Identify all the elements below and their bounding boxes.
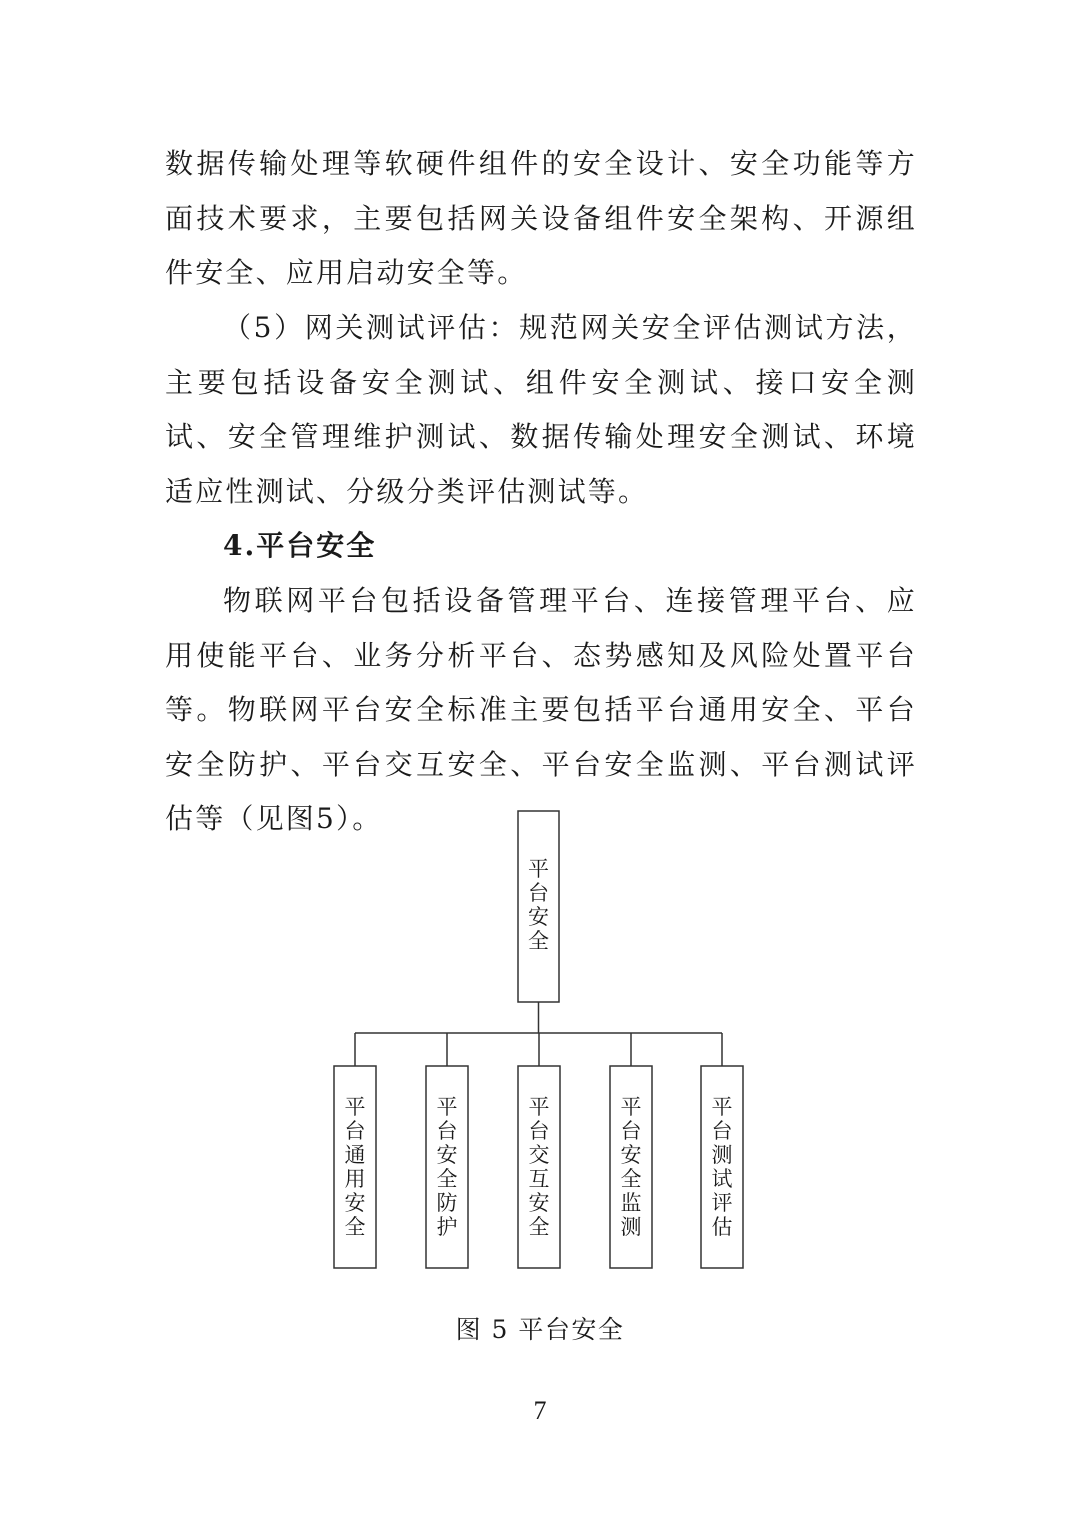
child-box	[701, 1066, 743, 1268]
child-label-char: 平	[528, 1095, 550, 1119]
child-label-char: 监	[620, 1191, 642, 1215]
child-label-char: 台	[344, 1119, 366, 1143]
child-label-char: 估	[711, 1215, 733, 1239]
child-label-char: 交	[528, 1143, 550, 1167]
child-label-char: 平	[344, 1095, 366, 1119]
child-label-char: 试	[711, 1167, 733, 1191]
child-box	[610, 1066, 652, 1268]
child-label-char: 评	[711, 1191, 733, 1215]
child-label-char: 全	[620, 1167, 642, 1191]
paragraph-platform-security: 物联网平台包括设备管理平台、连接管理平台、应用使能平台、业务分析平台、态势感知及风险处置平台等。物联网平台安全标准主要包括平台通用安全、平台安全防护、平台交互安全、平台安全监测、平台测试评估等（见图5）。	[165, 584, 917, 835]
child-label-char: 全	[344, 1215, 366, 1239]
child-label-char: 全	[436, 1167, 458, 1191]
child-box	[334, 1066, 376, 1268]
child-label-char: 全	[528, 1215, 550, 1239]
child-label-char: 用	[344, 1167, 366, 1191]
root-label-char: 安	[528, 905, 549, 929]
child-label-char: 台	[711, 1119, 733, 1143]
child-box	[518, 1066, 560, 1268]
child-label-char: 互	[528, 1167, 550, 1191]
child-label-char: 平	[620, 1095, 642, 1119]
child-label-char: 测	[620, 1215, 642, 1239]
child-label-char: 测	[711, 1143, 733, 1167]
child-box	[426, 1066, 468, 1268]
page-number: 7	[533, 1396, 547, 1425]
child-label-char: 平	[711, 1095, 733, 1119]
child-label-char: 安	[344, 1191, 366, 1215]
child-label-char: 平	[436, 1095, 458, 1119]
child-label-char: 台	[620, 1119, 642, 1143]
figure-caption: 图 5 平台安全	[455, 1315, 625, 1344]
child-label-char: 安	[436, 1143, 458, 1167]
child-label-char: 安	[528, 1191, 550, 1215]
child-label-char: 台	[528, 1119, 550, 1143]
section-heading: 4.平台安全	[223, 529, 377, 562]
root-label-char: 平	[528, 857, 549, 881]
child-label-char: 安	[620, 1143, 642, 1167]
paragraph-gateway-testing: （5）网关测试评估：规范网关安全评估测试方法，主要包括设备安全测试、组件安全测试、接口安全测试、安全管理维护测试、数据传输处理安全测试、环境适应性测试、分级分类评估测试等。	[165, 311, 917, 508]
child-label-char: 防	[436, 1191, 458, 1215]
root-label-char: 台	[528, 881, 549, 905]
child-label-char: 台	[436, 1119, 458, 1143]
child-label-char: 通	[344, 1143, 366, 1167]
paragraph-continued: 数据传输处理等软硬件组件的安全设计、安全功能等方面技术要求，主要包括网关设备组件安全架构、开源组件安全、应用启动安全等。	[165, 147, 917, 289]
root-label-char: 全	[528, 929, 549, 953]
child-label-char: 护	[436, 1215, 458, 1239]
